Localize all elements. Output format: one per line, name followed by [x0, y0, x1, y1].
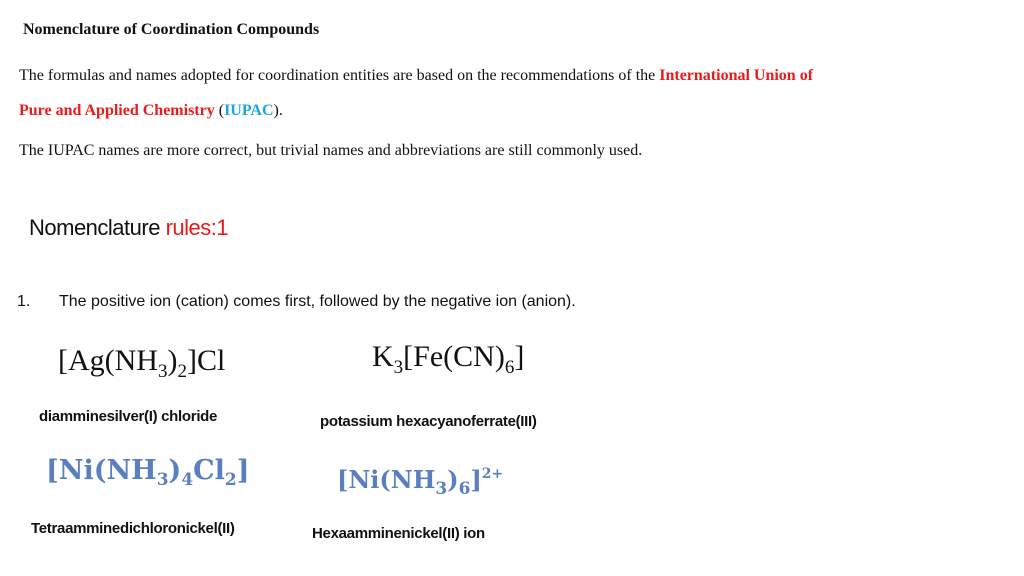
- heading-black-part: Nomenclature: [29, 215, 166, 240]
- second-paragraph: The IUPAC names are more correct, but trivial names and abbreviations are still commonly used.: [19, 142, 643, 159]
- iupac-abbreviation: IUPAC: [224, 102, 274, 119]
- formula-nickel-dichloro: $[Ni(NH_3)_4Cl_2]$: [46, 455, 250, 490]
- intro-paragraph-line-1: [19, 67, 813, 85]
- name-hexaammine-nickel: Hexaamminenickel(II) ion: [312, 525, 485, 542]
- name-ferricyanide: potassium hexacyanoferrate(III): [320, 413, 537, 430]
- intro-paragraph-line-2: [19, 102, 283, 120]
- formula-ferricyanide: $K_3[Fe(CN)_6]$: [372, 340, 525, 378]
- formula-silver-complex: $[Ag(NH_3)_2]Cl$: [58, 344, 226, 382]
- formula-hexaammine-nickel: $[Ni(NH_3)_6]^{2+}$: [337, 465, 504, 499]
- iupac-full-name-part-1: International Union of: [659, 67, 814, 84]
- heading-red-part: rules:1: [165, 215, 229, 240]
- paren-close: ).: [273, 102, 283, 119]
- name-silver-complex: diamminesilver(I) chloride: [39, 408, 218, 425]
- rules-heading: [29, 215, 228, 241]
- name-nickel-dichloro: Tetraamminedichloronickel(II): [31, 520, 235, 537]
- rule-text: The positive ion (cation) comes first, followed by the negative ion (anion).: [59, 293, 576, 310]
- slide-title: Nomenclature of Coordination Compounds: [23, 21, 320, 38]
- rule-number: 1.: [17, 293, 31, 310]
- iupac-full-name-part-2: Pure and Applied Chemistry: [19, 102, 215, 119]
- intro-text: The formulas and names adopted for coordination entities are based on the recommendations of the: [19, 67, 660, 84]
- paren-open: (: [214, 102, 225, 119]
